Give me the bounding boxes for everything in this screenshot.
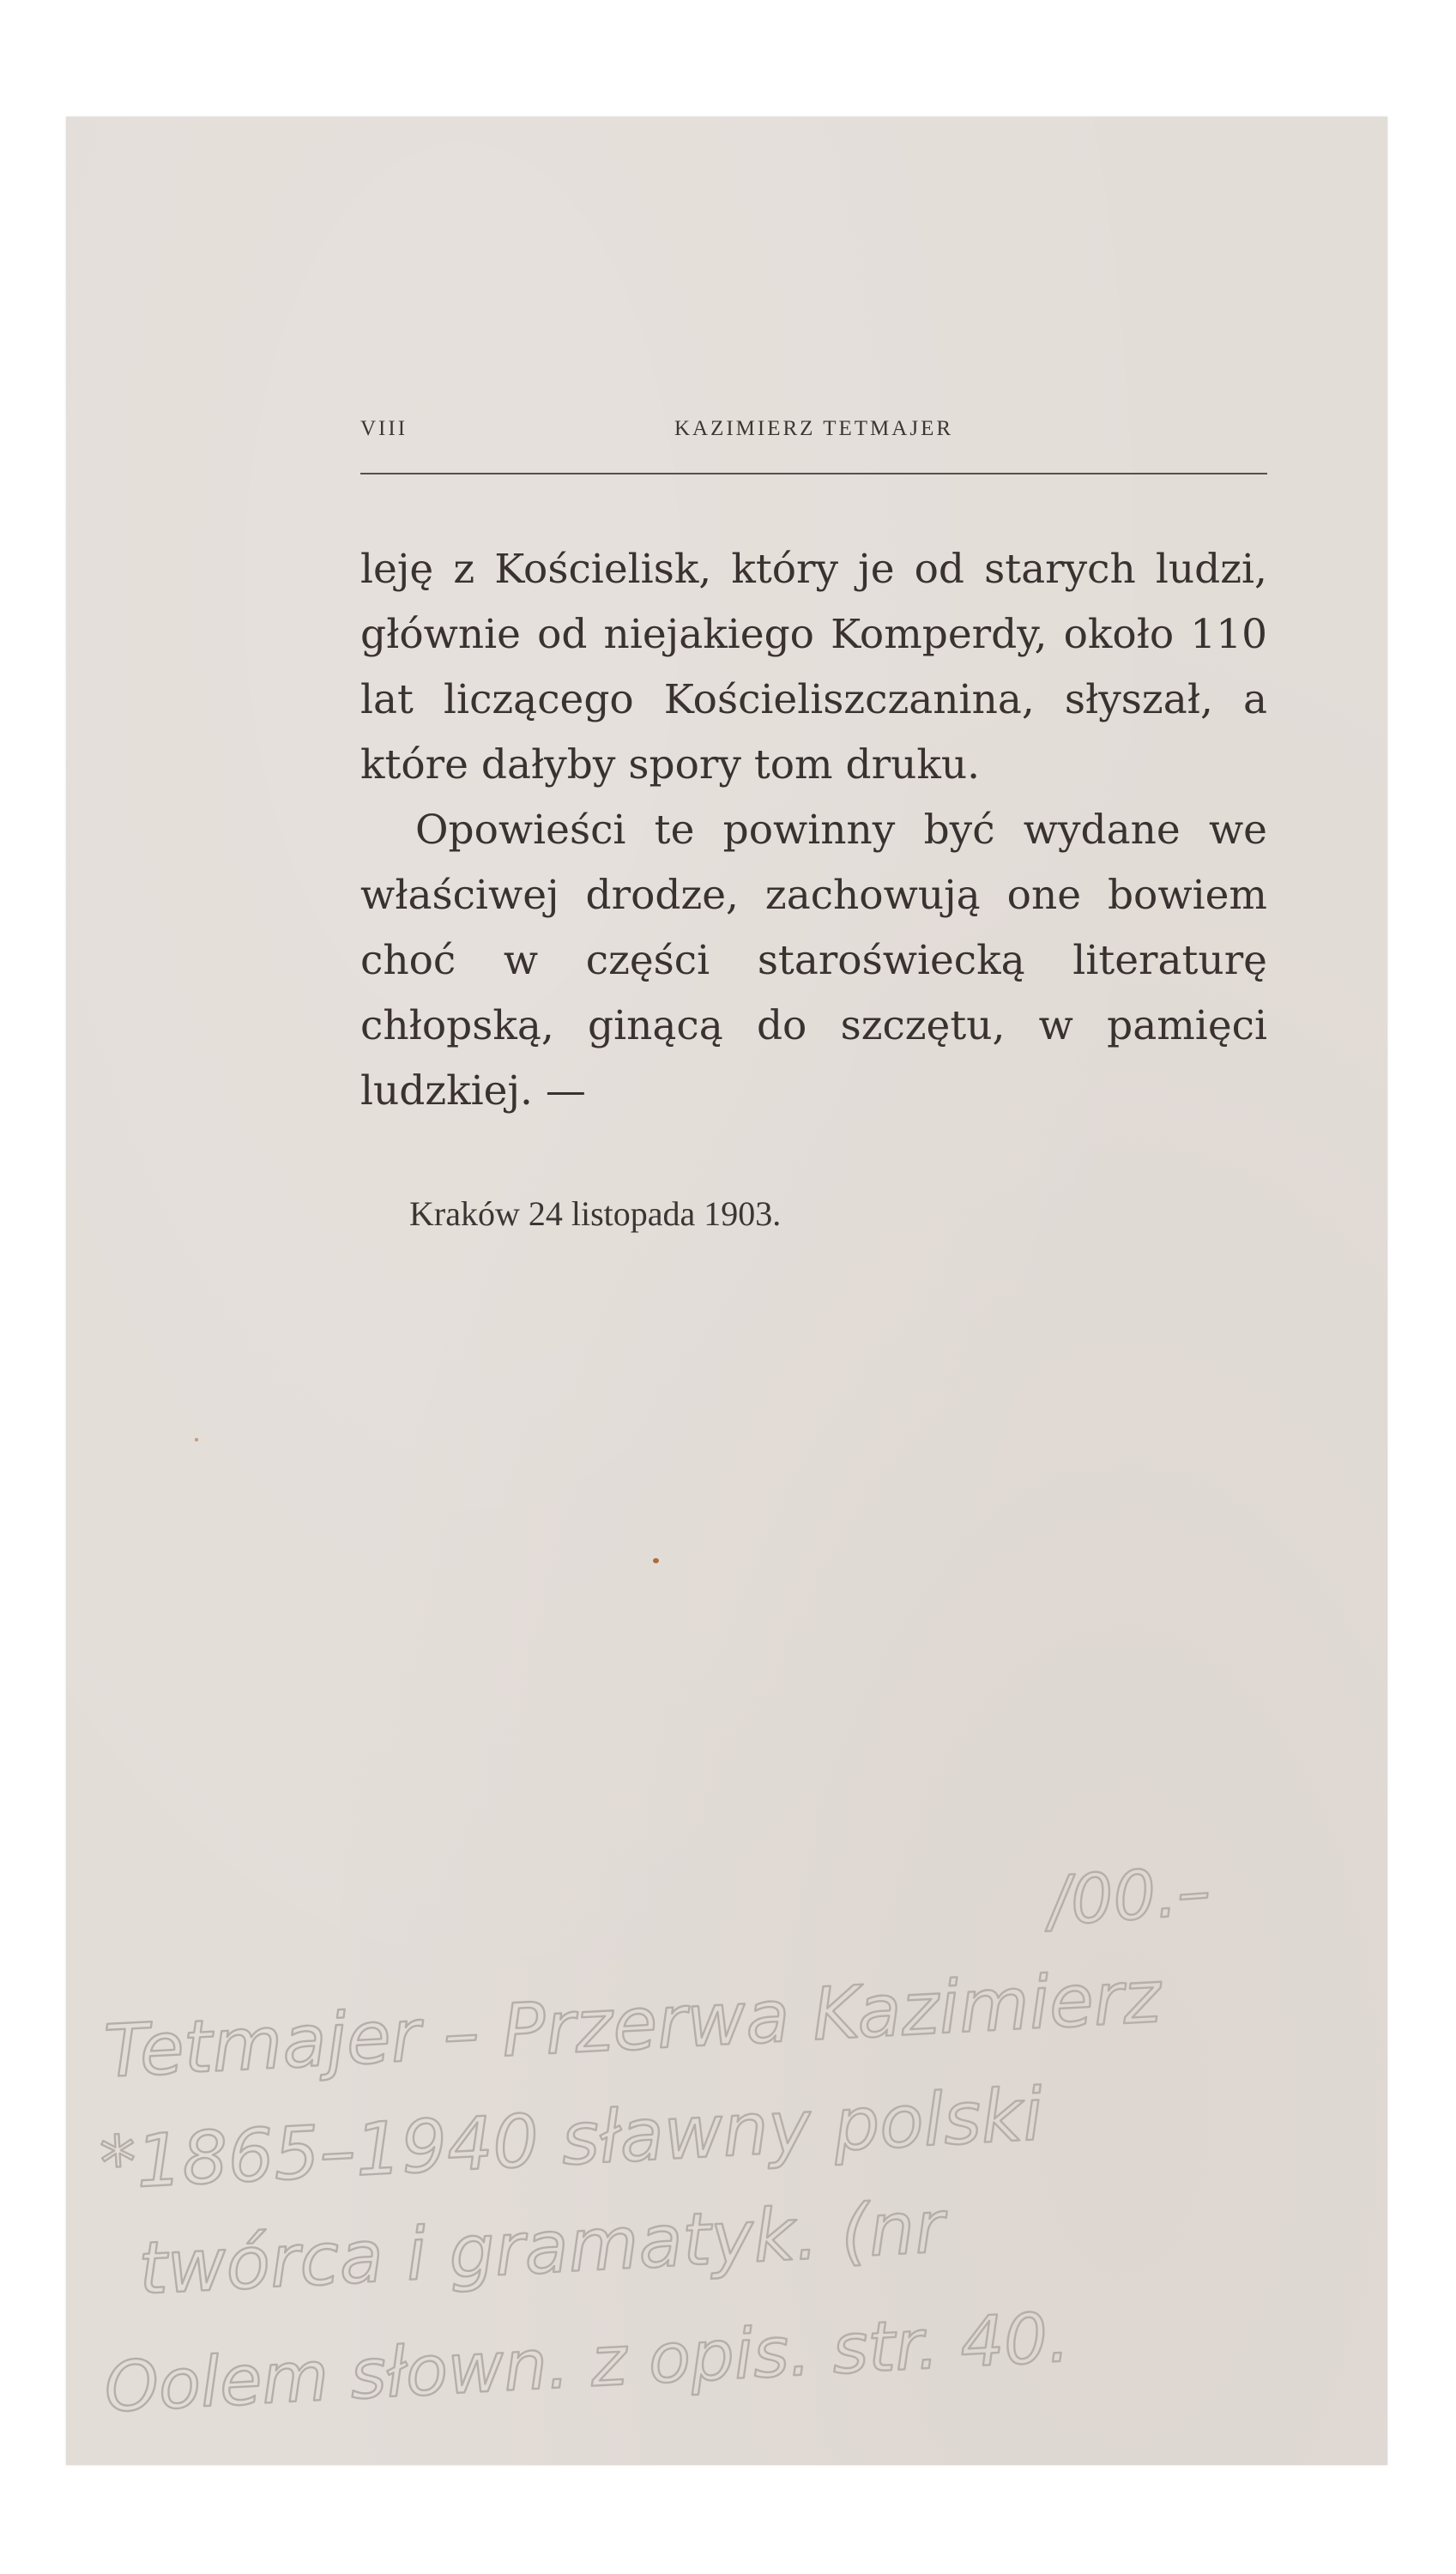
dateline: Kraków 24 listopada 1903.	[409, 1194, 782, 1233]
handwritten-line: Oolem słown. z opis. str. 40.	[102, 2297, 1072, 2428]
body-text	[360, 537, 1267, 1124]
pencil-annotation	[66, 117, 1387, 2465]
handwritten-line: twórca i gramatyk. (nr	[136, 2184, 946, 2311]
paper-speck	[195, 1438, 198, 1441]
handwritten-line: Tetmajer – Przerwa Kazimierz	[102, 1954, 1163, 2094]
paper-speck	[653, 1558, 659, 1563]
author-running-title: KAZIMIERZ TETMAJER	[674, 417, 954, 440]
page-number: VIII	[360, 417, 408, 440]
paragraph-opowiesci: Opowieści te powinny być wydane we właściwej drodze, zachowują one bowiem choć w części staroświecką literaturę chłopską, ginącą do szczętu, w pamięci ludzkiej. —	[360, 807, 1267, 1115]
book-page	[66, 117, 1387, 2465]
running-head	[360, 417, 1267, 451]
handwritten-line: *1865–1940 sławny polski	[98, 2072, 1045, 2206]
paragraph-continuation: leję z Kościelisk, który je od starych ludzi, głównie od niejakiego Komperdy, około 110 lat liczącego Kościeliszczanina, słyszał, a które dałyby spory tom druku.	[360, 546, 1267, 789]
header-rule	[360, 473, 1267, 474]
handwritten-price: /00.–	[1045, 1852, 1213, 1942]
